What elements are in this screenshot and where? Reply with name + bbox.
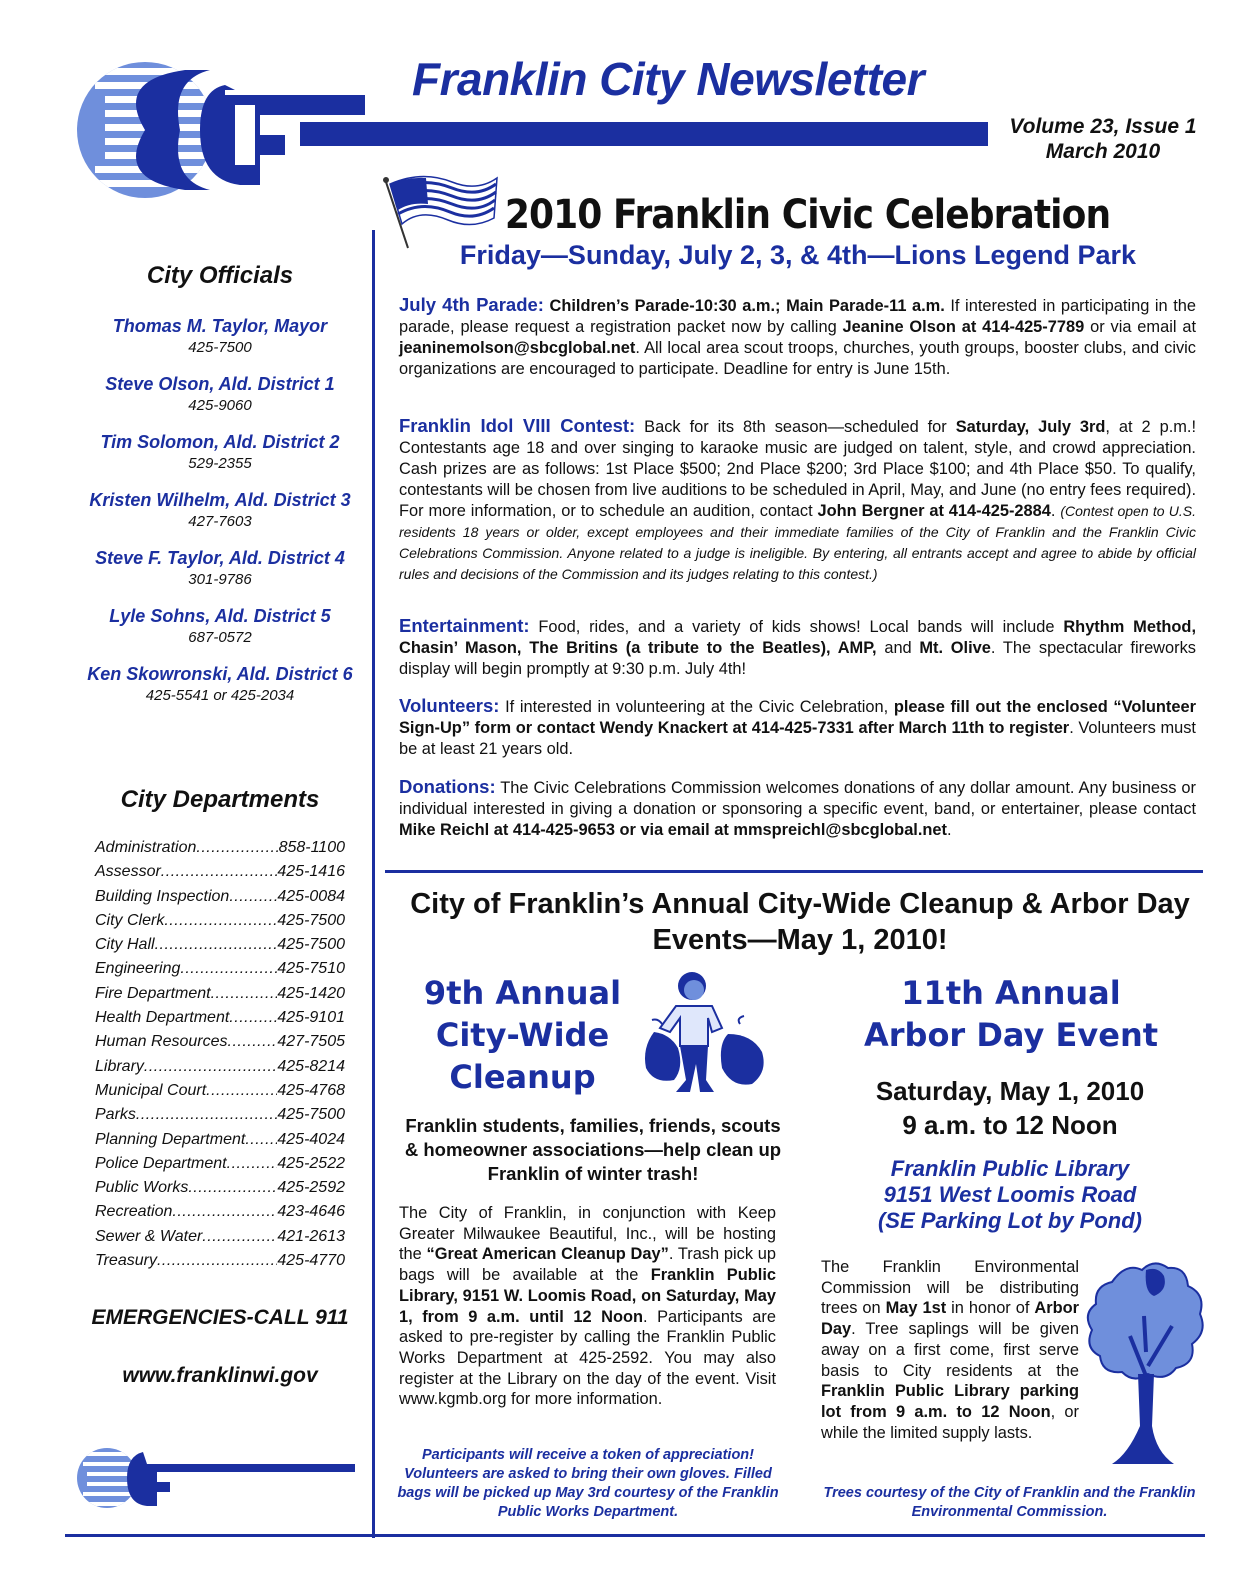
header-bar — [300, 122, 988, 146]
volunteers-lead: Volunteers: — [399, 695, 500, 716]
official-phone: 425-7500 — [188, 339, 252, 356]
department-phone: 425-1420 — [277, 984, 345, 1002]
department-name: Municipal Court — [95, 1081, 207, 1099]
official-entry — [62, 546, 378, 590]
official-entry — [62, 372, 378, 416]
department-phone: 425-7500 — [277, 936, 345, 954]
department-name: Engineering — [95, 960, 181, 978]
issue-info — [998, 114, 1208, 164]
department-phone: 425-1416 — [277, 863, 345, 881]
official-name: Lyle Sohns, Ald. District 5 — [109, 606, 331, 626]
leader-dots — [144, 1055, 277, 1079]
idol-paragraph: Franklin Idol VIII Contest: Back for its 8th season—scheduled for Saturday, July 3rd, at 2 p.m.! Contestants age 18 and over singing to karaoke music are judged on talent, style, and crowd appreciation. Cash prizes are as follows: 1st Place $500; 2nd Place $200; 3rd Place $100; and 4th Place $50. To qualify, contestants will be chosen from live auditions to be scheduled in April, May, and June (no entry fees required). For more information, or to schedule an audition, contact John Bergner at 414-425-2884. (Contest open to U.S. residents 18 years or older, except employees and their immediate families of the City of Franklin and the Franklin Civic Celebrations Commission. Anyone related to a judge is ineligible. By entering, all entrants accept and agree to abide by official rules and decisions of the Commission and its judges relating to this contest.) — [399, 415, 1197, 582]
department-name: Sewer & Water — [95, 1227, 203, 1245]
leader-dots — [155, 933, 278, 957]
department-name: City Hall — [95, 936, 155, 954]
official-phone: 301-9786 — [188, 571, 252, 588]
department-row — [95, 1200, 345, 1224]
official-phone: 529-2355 — [188, 455, 252, 472]
department-row — [95, 1006, 345, 1030]
cleanup-arbor-heading: City of Franklin’s Annual City-Wide Cleanup & Arbor Day Events—May 1, 2010! — [410, 888, 1190, 956]
department-name: Administration — [95, 839, 197, 856]
department-name: Recreation — [95, 1203, 173, 1221]
issue-date: March 2010 — [1045, 140, 1161, 163]
department-name: Treasury — [95, 1252, 157, 1270]
parade-lead: July 4th Parade: — [399, 294, 544, 315]
official-phone: 687-0572 — [188, 629, 252, 646]
department-name: Fire Department — [95, 984, 211, 1002]
section-rule — [385, 870, 1203, 873]
departments-heading: City Departments — [120, 786, 320, 813]
civic-heading: 2010 Franklin Civic Celebration — [504, 192, 1111, 238]
department-phone: 425-2522 — [277, 1154, 345, 1172]
officials-heading: City Officials — [146, 262, 294, 289]
cleanup-body: The City of Franklin, in conjunction with Keep Greater Milwaukee Beautiful, Inc., will be hosting the “Great American Cleanup Day”. Trash pick up bags will be available at the Franklin Public Library, 9151 W. Loomis Road, on Saturday, May 1, from 9 a.m. until 12 Noon. Participants are asked to pre-register by calling the Franklin Public Works Department at 425-2592. You may also register at the Library on the day of the event. Visit www.kgmb.org for more information. — [399, 1204, 776, 1409]
parade-paragraph: July 4th Parade: Children’s Parade-10:30 a.m.; Main Parade-11 a.m. If interested in participating in the parade, please request a registration packet now by calling Jeanine Olson at 414-425-7789 or via email at jeaninemolson@sbcglobal.net. All local area scout troops, churches, youth groups, booster clubs, and civic organizations are encouraged to participate. Deadline for entry is June 15th. — [399, 294, 1196, 378]
leader-dots — [172, 1200, 277, 1224]
department-phone: 425-2592 — [277, 1179, 345, 1197]
donations-lead: Donations: — [399, 776, 496, 797]
leader-dots — [227, 1152, 278, 1176]
department-row — [95, 1176, 345, 1200]
official-name: Ken Skowronski, Ald. District 6 — [87, 664, 353, 684]
official-entry — [62, 314, 378, 358]
leader-dots — [136, 1103, 277, 1127]
entertainment-paragraph: Entertainment: Food, rides, and a variety of kids shows! Local bands will include Rhythm Method, Chasin’ Mason, The Britins (a tribute to the Beatles), AMP, and Mt. Olive. The spectacular fireworks display will begin promptly at 9:30 p.m. July 4th! — [399, 615, 1196, 678]
civic-subheading: Friday—Sunday, July 2, 3, & 4th—Lions Legend Park — [459, 240, 1137, 270]
leader-dots — [180, 957, 277, 981]
department-phone: 425-4768 — [277, 1081, 345, 1099]
department-name: Police Department — [95, 1154, 227, 1172]
department-phone: 421-2613 — [277, 1227, 345, 1245]
newsletter-title: Franklin City Newsletter — [412, 53, 925, 105]
department-row — [95, 982, 345, 1006]
official-name: Steve F. Taylor, Ald. District 4 — [95, 548, 345, 568]
idol-lead: Franklin Idol VIII Contest: — [399, 415, 636, 436]
leader-dots — [188, 1176, 277, 1200]
leader-dots — [157, 1249, 277, 1273]
leader-dots — [229, 1006, 277, 1030]
department-row — [95, 1225, 345, 1249]
leader-dots — [229, 885, 277, 909]
arbor-body: The Franklin Environmental Commission will be distributing trees on May 1st in honor of Arbor Day. Tree saplings will be given away on a first come, first serve basis to City residents at the Franklin Public Library parking lot from 9 a.m. to 12 Noon, or while the limited supply lasts. — [821, 1258, 1079, 1442]
department-row — [95, 1030, 345, 1054]
department-row — [95, 957, 345, 981]
department-name: Human Resources — [95, 1033, 228, 1051]
department-phone: 425-4770 — [277, 1252, 345, 1270]
entertainment-lead: Entertainment: — [399, 615, 530, 636]
leader-dots — [202, 1225, 277, 1249]
leader-dots — [228, 1030, 278, 1054]
cleanup-subheading: Franklin students, families, friends, scouts & homeowner associations—help clean up Franklin of winter trash! — [404, 1115, 782, 1184]
department-row — [95, 1055, 345, 1079]
department-row — [95, 1103, 345, 1127]
department-name: City Clerk — [95, 911, 165, 929]
department-name: Assessor — [95, 863, 161, 881]
department-phone: 425-9101 — [277, 1009, 345, 1027]
official-entry — [62, 604, 378, 648]
volunteers-paragraph: Volunteers: If interested in volunteering at the Civic Celebration, please fill out the enclosed “Volunteer Sign-Up” form or contact Wendy Knackert at 414-425-7331 after March 11th to register. Volunteers must be at least 21 years old. — [399, 695, 1197, 758]
official-phone: 427-7603 — [188, 513, 252, 530]
donations-paragraph: Donations: The Civic Celebrations Commission welcomes donations of any dollar amount. Any business or individual interested in giving a donation or sponsoring a specific event, band, or entertainer, please contact Mike Reichl at 414-425-9653 or via email at mmspreichl@sbcglobal.net. — [399, 776, 1196, 839]
department-row — [95, 909, 345, 933]
city-officials-section — [62, 262, 378, 720]
official-entry — [62, 488, 378, 532]
department-row — [95, 836, 345, 860]
volume-label: Volume 23, Issue 1 — [1009, 115, 1197, 138]
department-row — [95, 885, 345, 909]
official-entry — [62, 662, 378, 706]
leader-dots — [164, 909, 277, 933]
emergency-notice: EMERGENCIES-CALL 911 — [91, 1306, 349, 1329]
department-name: Library — [95, 1057, 144, 1075]
department-row — [95, 1249, 345, 1273]
department-phone: 427-7505 — [277, 1033, 345, 1051]
department-phone: 858-1100 — [278, 839, 345, 856]
bottom-rule — [65, 1534, 1205, 1537]
department-phone: 425-7510 — [277, 960, 345, 978]
child-with-trash-bags-icon — [640, 968, 780, 1100]
leader-dots — [245, 1128, 277, 1152]
department-name: Parks — [95, 1106, 136, 1124]
arbor-note: Trees courtesy of the City of Franklin and the Franklin Environmental Commission. — [823, 1485, 1196, 1520]
department-row — [95, 1152, 345, 1176]
department-row — [95, 1128, 345, 1152]
department-row — [95, 1079, 345, 1103]
department-row — [95, 933, 345, 957]
arbor-title: 11th Annual Arbor Day Event — [863, 974, 1159, 1054]
department-phone: 425-7500 — [277, 1106, 345, 1124]
department-phone: 425-7500 — [277, 911, 345, 929]
leader-dots — [206, 1079, 277, 1103]
official-entry — [62, 430, 378, 474]
leader-dots — [211, 982, 278, 1006]
department-row — [95, 860, 345, 884]
department-name: Health Department — [95, 1009, 230, 1027]
department-phone: 423-4646 — [277, 1203, 345, 1221]
official-name: Thomas M. Taylor, Mayor — [112, 316, 328, 336]
official-phone: 425-5541 or 425-2034 — [145, 687, 295, 704]
cleanup-note: Participants will receive a token of appreciation! Volunteers are asked to bring their own gloves. Filled bags will be picked up May 3rd courtesy of the Franklin Public Works Department. — [397, 1447, 779, 1520]
parade-email[interactable]: jeaninemolson@sbcglobal.net — [399, 339, 636, 357]
city-departments-heading-wrap — [62, 786, 378, 814]
website-link[interactable]: www.franklinwi.gov — [122, 1364, 318, 1387]
official-name: Kristen Wilhelm, Ald. District 3 — [89, 490, 351, 510]
arbor-date: Saturday, May 1, 2010 9 a.m. to 12 Noon — [875, 1076, 1145, 1140]
department-name: Public Works — [95, 1179, 189, 1197]
official-name: Tim Solomon, Ald. District 2 — [100, 432, 340, 452]
leader-dots — [196, 836, 278, 860]
departments-list — [95, 836, 345, 1273]
department-name: Building Inspection — [95, 887, 230, 905]
leader-dots — [161, 860, 278, 884]
department-phone: 425-0084 — [277, 887, 345, 905]
tree-icon — [1082, 1256, 1210, 1472]
official-phone: 425-9060 — [188, 397, 252, 414]
department-name: Planning Department — [95, 1130, 246, 1148]
department-phone: 425-8214 — [277, 1057, 345, 1075]
arbor-location: Franklin Public Library 9151 West Loomis Road (SE Parking Lot by Pond) — [877, 1156, 1142, 1233]
official-name: Steve Olson, Ald. District 1 — [105, 374, 335, 394]
small-city-logo — [75, 1444, 365, 1514]
cleanup-title: 9th Annual City-Wide Cleanup — [423, 974, 622, 1096]
department-phone: 425-4024 — [277, 1130, 345, 1148]
